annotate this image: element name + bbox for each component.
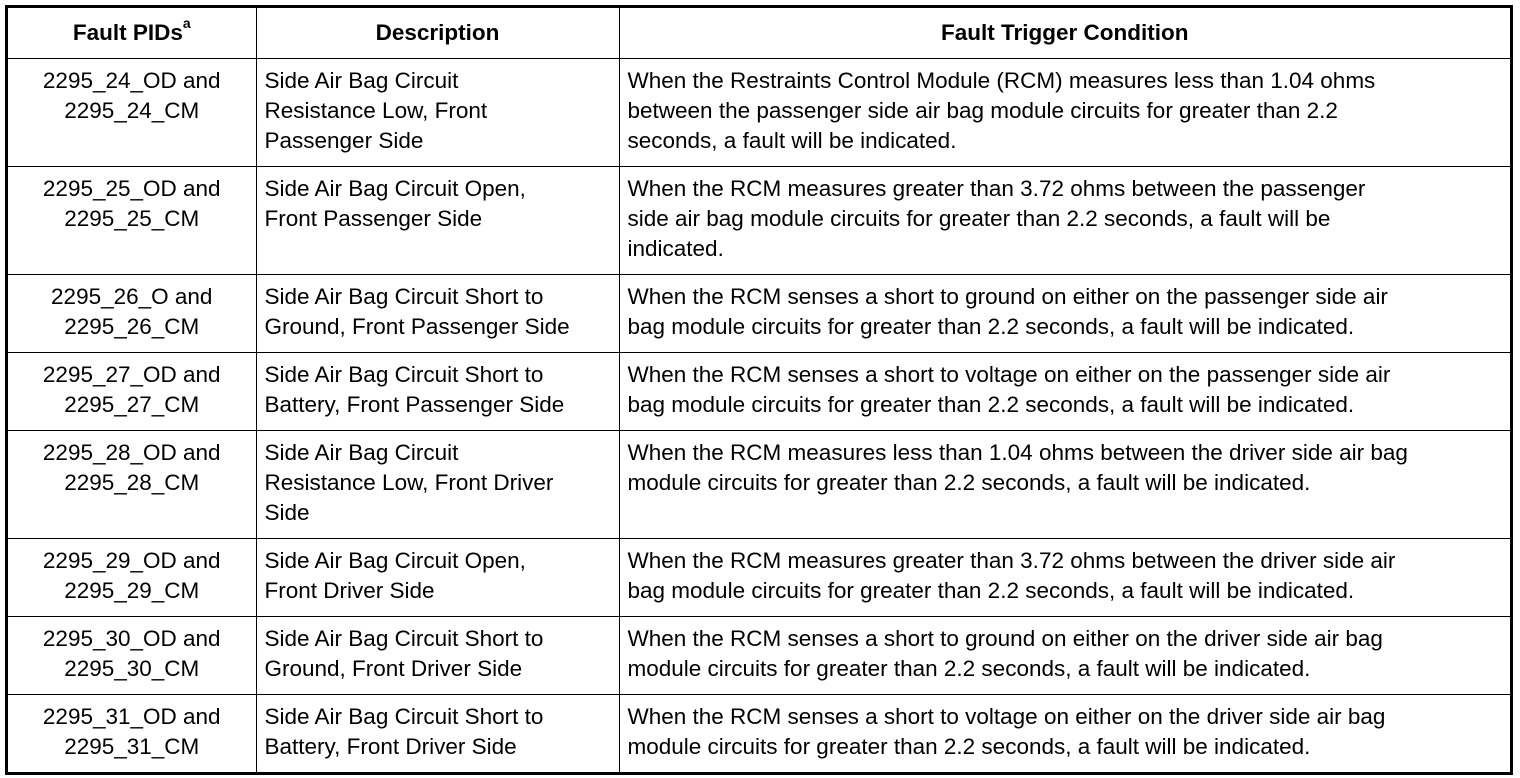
fault-pid-cell — [8, 538, 256, 616]
fault-pid-line: 2295_29_CM — [64, 577, 200, 603]
table-row — [8, 430, 1510, 538]
fault-pid-line: 2295_28_CM — [64, 469, 200, 495]
condition-cell — [619, 538, 1510, 616]
fault-pid-line: 2295_31_OD and — [42, 703, 221, 729]
table-row — [8, 538, 1510, 616]
condition-line: module circuits for greater than 2.2 seconds, a fault will be indicated. — [627, 733, 1311, 759]
fault-pid-cell — [8, 616, 256, 694]
condition-line: When the RCM senses a short to ground on either on the driver side air bag — [627, 625, 1383, 651]
condition-line: When the RCM measures greater than 3.72 ohms between the driver side air — [627, 547, 1396, 573]
description-line: Passenger Side — [264, 127, 424, 153]
condition-cell — [619, 166, 1510, 274]
table-row — [8, 616, 1510, 694]
fault-pid-line: 2295_27_CM — [64, 391, 200, 417]
table-row — [8, 694, 1510, 772]
condition-line: between the passenger side air bag module circuits for greater than 2.2 — [627, 97, 1338, 123]
description-line: Resistance Low, Front — [264, 97, 488, 123]
fault-pid-cell — [8, 352, 256, 430]
table-row — [8, 166, 1510, 274]
description-cell — [256, 58, 619, 166]
description-line: Side Air Bag Circuit — [264, 439, 459, 465]
fault-pid-line: 2295_26_O and — [51, 283, 213, 309]
condition-line: indicated. — [627, 235, 724, 261]
description-line: Side — [264, 499, 310, 525]
fault-table-frame — [5, 5, 1513, 775]
condition-line: When the RCM measures less than 1.04 ohms between the driver side air bag — [627, 439, 1408, 465]
description-line: Front Driver Side — [264, 577, 435, 603]
description-cell — [256, 616, 619, 694]
description-line: Battery, Front Passenger Side — [264, 391, 565, 417]
condition-cell — [619, 694, 1510, 772]
description-cell — [256, 166, 619, 274]
condition-line: When the RCM senses a short to voltage on either on the driver side air bag — [627, 703, 1386, 729]
description-cell — [256, 352, 619, 430]
description-cell — [256, 430, 619, 538]
description-line: Ground, Front Driver Side — [264, 655, 523, 681]
table-row — [8, 352, 1510, 430]
header-fault-pids — [8, 8, 256, 58]
description-line: Front Passenger Side — [264, 205, 483, 231]
fault-pid-line: 2295_27_OD and — [42, 361, 221, 387]
condition-line: bag module circuits for greater than 2.2 seconds, a fault will be indicated. — [627, 391, 1355, 417]
condition-line: seconds, a fault will be indicated. — [627, 127, 957, 153]
fault-pid-line: 2295_24_OD and — [42, 67, 221, 93]
condition-line: When the Restraints Control Module (RCM) measures less than 1.04 ohms — [627, 67, 1376, 93]
description-line: Side Air Bag Circuit Short to — [264, 703, 544, 729]
condition-line: When the RCM senses a short to ground on either on the passenger side air — [627, 283, 1388, 309]
table-header-row — [8, 8, 1510, 58]
description-cell — [256, 694, 619, 772]
condition-line: module circuits for greater than 2.2 seconds, a fault will be indicated. — [627, 469, 1311, 495]
fault-pid-line: 2295_25_CM — [64, 205, 200, 231]
fault-pid-line: 2295_31_CM — [64, 733, 200, 759]
condition-line: bag module circuits for greater than 2.2 seconds, a fault will be indicated. — [627, 313, 1355, 339]
description-line: Battery, Front Driver Side — [264, 733, 517, 759]
condition-cell — [619, 352, 1510, 430]
description-line: Side Air Bag Circuit Short to — [264, 283, 544, 309]
condition-cell — [619, 430, 1510, 538]
condition-cell — [619, 58, 1510, 166]
condition-cell — [619, 616, 1510, 694]
table-row — [8, 274, 1510, 352]
description-line: Side Air Bag Circuit Open, — [264, 175, 526, 201]
fault-pid-line: 2295_24_CM — [64, 97, 200, 123]
fault-pid-line: 2295_30_OD and — [42, 625, 221, 651]
description-line: Side Air Bag Circuit — [264, 67, 459, 93]
fault-pid-cell — [8, 274, 256, 352]
description-line: Side Air Bag Circuit Short to — [264, 625, 544, 651]
description-line: Side Air Bag Circuit Open, — [264, 547, 526, 573]
fault-pid-line: 2295_26_CM — [64, 313, 200, 339]
header-description: Description — [256, 8, 619, 58]
description-line: Side Air Bag Circuit Short to — [264, 361, 544, 387]
description-cell — [256, 274, 619, 352]
fault-pid-cell — [8, 430, 256, 538]
condition-line: module circuits for greater than 2.2 seconds, a fault will be indicated. — [627, 655, 1311, 681]
condition-cell — [619, 274, 1510, 352]
table-body — [8, 58, 1510, 772]
description-cell — [256, 538, 619, 616]
fault-pid-line: 2295_25_OD and — [42, 175, 221, 201]
fault-pid-line: 2295_29_OD and — [42, 547, 221, 573]
fault-pid-cell — [8, 166, 256, 274]
condition-line: bag module circuits for greater than 2.2 seconds, a fault will be indicated. — [627, 577, 1355, 603]
description-line: Resistance Low, Front Driver — [264, 469, 554, 495]
table-row — [8, 58, 1510, 166]
condition-line: side air bag module circuits for greater than 2.2 seconds, a fault will be — [627, 205, 1331, 231]
description-line: Ground, Front Passenger Side — [264, 313, 570, 339]
condition-line: When the RCM senses a short to voltage on either on the passenger side air — [627, 361, 1391, 387]
header-footnote-marker: a — [182, 15, 191, 32]
fault-table — [8, 8, 1510, 772]
condition-line: When the RCM measures greater than 3.72 ohms between the passenger — [627, 175, 1366, 201]
fault-pid-line: 2295_28_OD and — [42, 439, 221, 465]
fault-pid-cell — [8, 694, 256, 772]
fault-pid-line: 2295_30_CM — [64, 655, 200, 681]
header-fault-pids-label: Fault PIDs — [72, 19, 183, 45]
header-fault-trigger-condition: Fault Trigger Condition — [619, 8, 1510, 58]
fault-pid-cell — [8, 58, 256, 166]
